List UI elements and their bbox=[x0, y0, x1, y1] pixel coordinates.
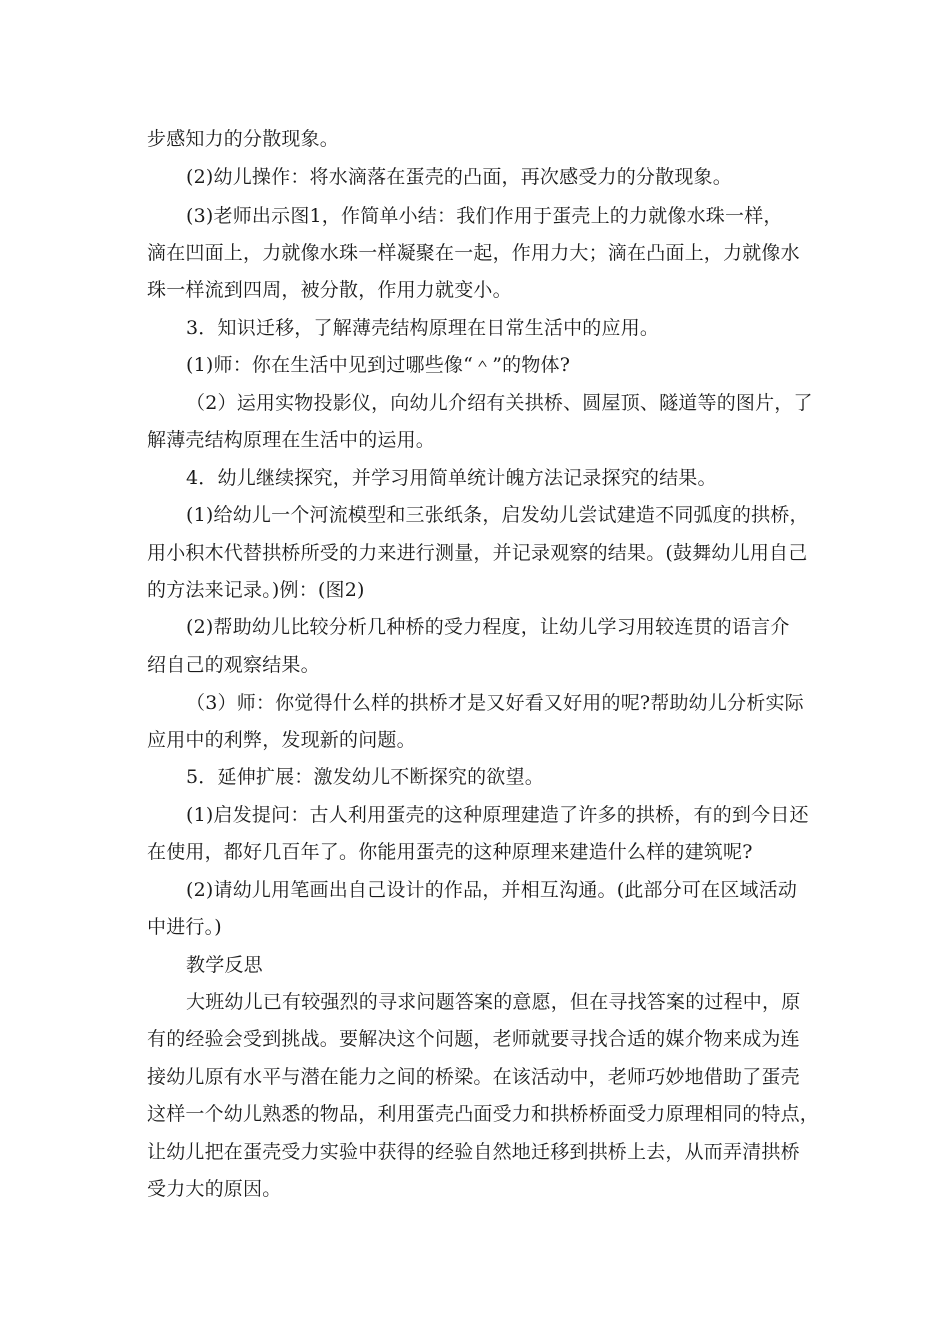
text-line-20: 在使用，都好几百年了。你能用蛋壳的这种原理来建造什么样的建筑呢? bbox=[147, 841, 753, 863]
text-line-24: 大班幼儿已有较强烈的寻求问题答案的意愿，但在寻找答案的过程中，原 bbox=[186, 991, 801, 1013]
text-line-4: 滴在凹面上，力就像水珠一样凝聚在一起，作用力大；滴在凸面上，力就像水 bbox=[147, 242, 800, 264]
text-line-9: 解薄壳结构原理在生活中的运用。 bbox=[147, 429, 436, 451]
text-line-3: (3)老师出示图1，作简单小结：我们作用于蛋壳上的力就像水珠一样， bbox=[186, 205, 783, 227]
text-line-17: 应用中的利弊，发现新的问题。 bbox=[147, 729, 416, 751]
text-line-27: 这样一个幼儿熟悉的物品，利用蛋壳凸面受力和拱桥桥面受力原理相同的特点， bbox=[147, 1103, 820, 1125]
text-line-26: 接幼儿原有水平与潜在能力之间的桥梁。在该活动中，老师巧妙地借助了蛋壳 bbox=[147, 1066, 800, 1088]
text-line-12: 用小积木代替拱桥所受的力来进行测量，并记录观察的结果。(鼓舞幼儿用自己 bbox=[147, 542, 808, 564]
text-line-11: (1)给幼儿一个河流模型和三张纸条，启发幼儿尝试建造不同弧度的拱桥， bbox=[186, 504, 809, 526]
section-heading-4: 4．幼儿继续探究，并学习用简单统计魄方法记录探究的结果。 bbox=[186, 467, 717, 489]
text-line-21: (2)请幼儿用笔画出自己设计的作品，并相互沟通。(此部分可在区域活动 bbox=[186, 879, 798, 901]
text-line-15: 绍自己的观察结果。 bbox=[147, 654, 320, 676]
text-line-8: （2）运用实物投影仪，向幼儿介绍有关拱桥、圆屋顶、隧道等的图片，了 bbox=[186, 392, 813, 414]
reflection-heading: 教学反思 bbox=[186, 954, 263, 976]
text-line-7: (1)师：你在生活中见到过哪些像“＾”的物体? bbox=[186, 354, 571, 376]
text-line-29: 受力大的原因。 bbox=[147, 1178, 282, 1200]
text-line-16: （3）师：你觉得什么样的拱桥才是又好看又好用的呢?帮助幼儿分析实际 bbox=[186, 692, 804, 714]
text-line-2: (2)幼儿操作：将水滴落在蛋壳的凸面，再次感受力的分散现象。 bbox=[186, 166, 732, 188]
text-line-1: 步感知力的分散现象。 bbox=[147, 128, 340, 150]
text-line-19: (1)启发提问：古人利用蛋壳的这种原理建造了许多的拱桥，有的到今日还 bbox=[186, 804, 809, 826]
text-line-28: 让幼儿把在蛋壳受力实验中获得的经验自然地迁移到拱桥上去，从而弄清拱桥 bbox=[147, 1141, 800, 1163]
text-line-13: 的方法来记录。)例：(图2) bbox=[147, 579, 365, 601]
text-line-14: (2)帮助幼儿比较分析几种桥的受力程度，让幼儿学习用较连贯的语言介 bbox=[186, 616, 790, 638]
section-heading-5: 5．延伸扩展：激发幼儿不断探究的欲望。 bbox=[186, 766, 544, 788]
section-heading-3: 3．知识迁移，了解薄壳结构原理在日常生活中的应用。 bbox=[186, 317, 660, 339]
text-line-5: 珠一样流到四周，被分散，作用力就变小。 bbox=[147, 279, 512, 301]
text-line-25: 有的经验会受到挑战。要解决这个问题，老师就要寻找合适的媒介物来成为连 bbox=[147, 1028, 800, 1050]
text-line-22: 中进行。) bbox=[147, 916, 222, 938]
